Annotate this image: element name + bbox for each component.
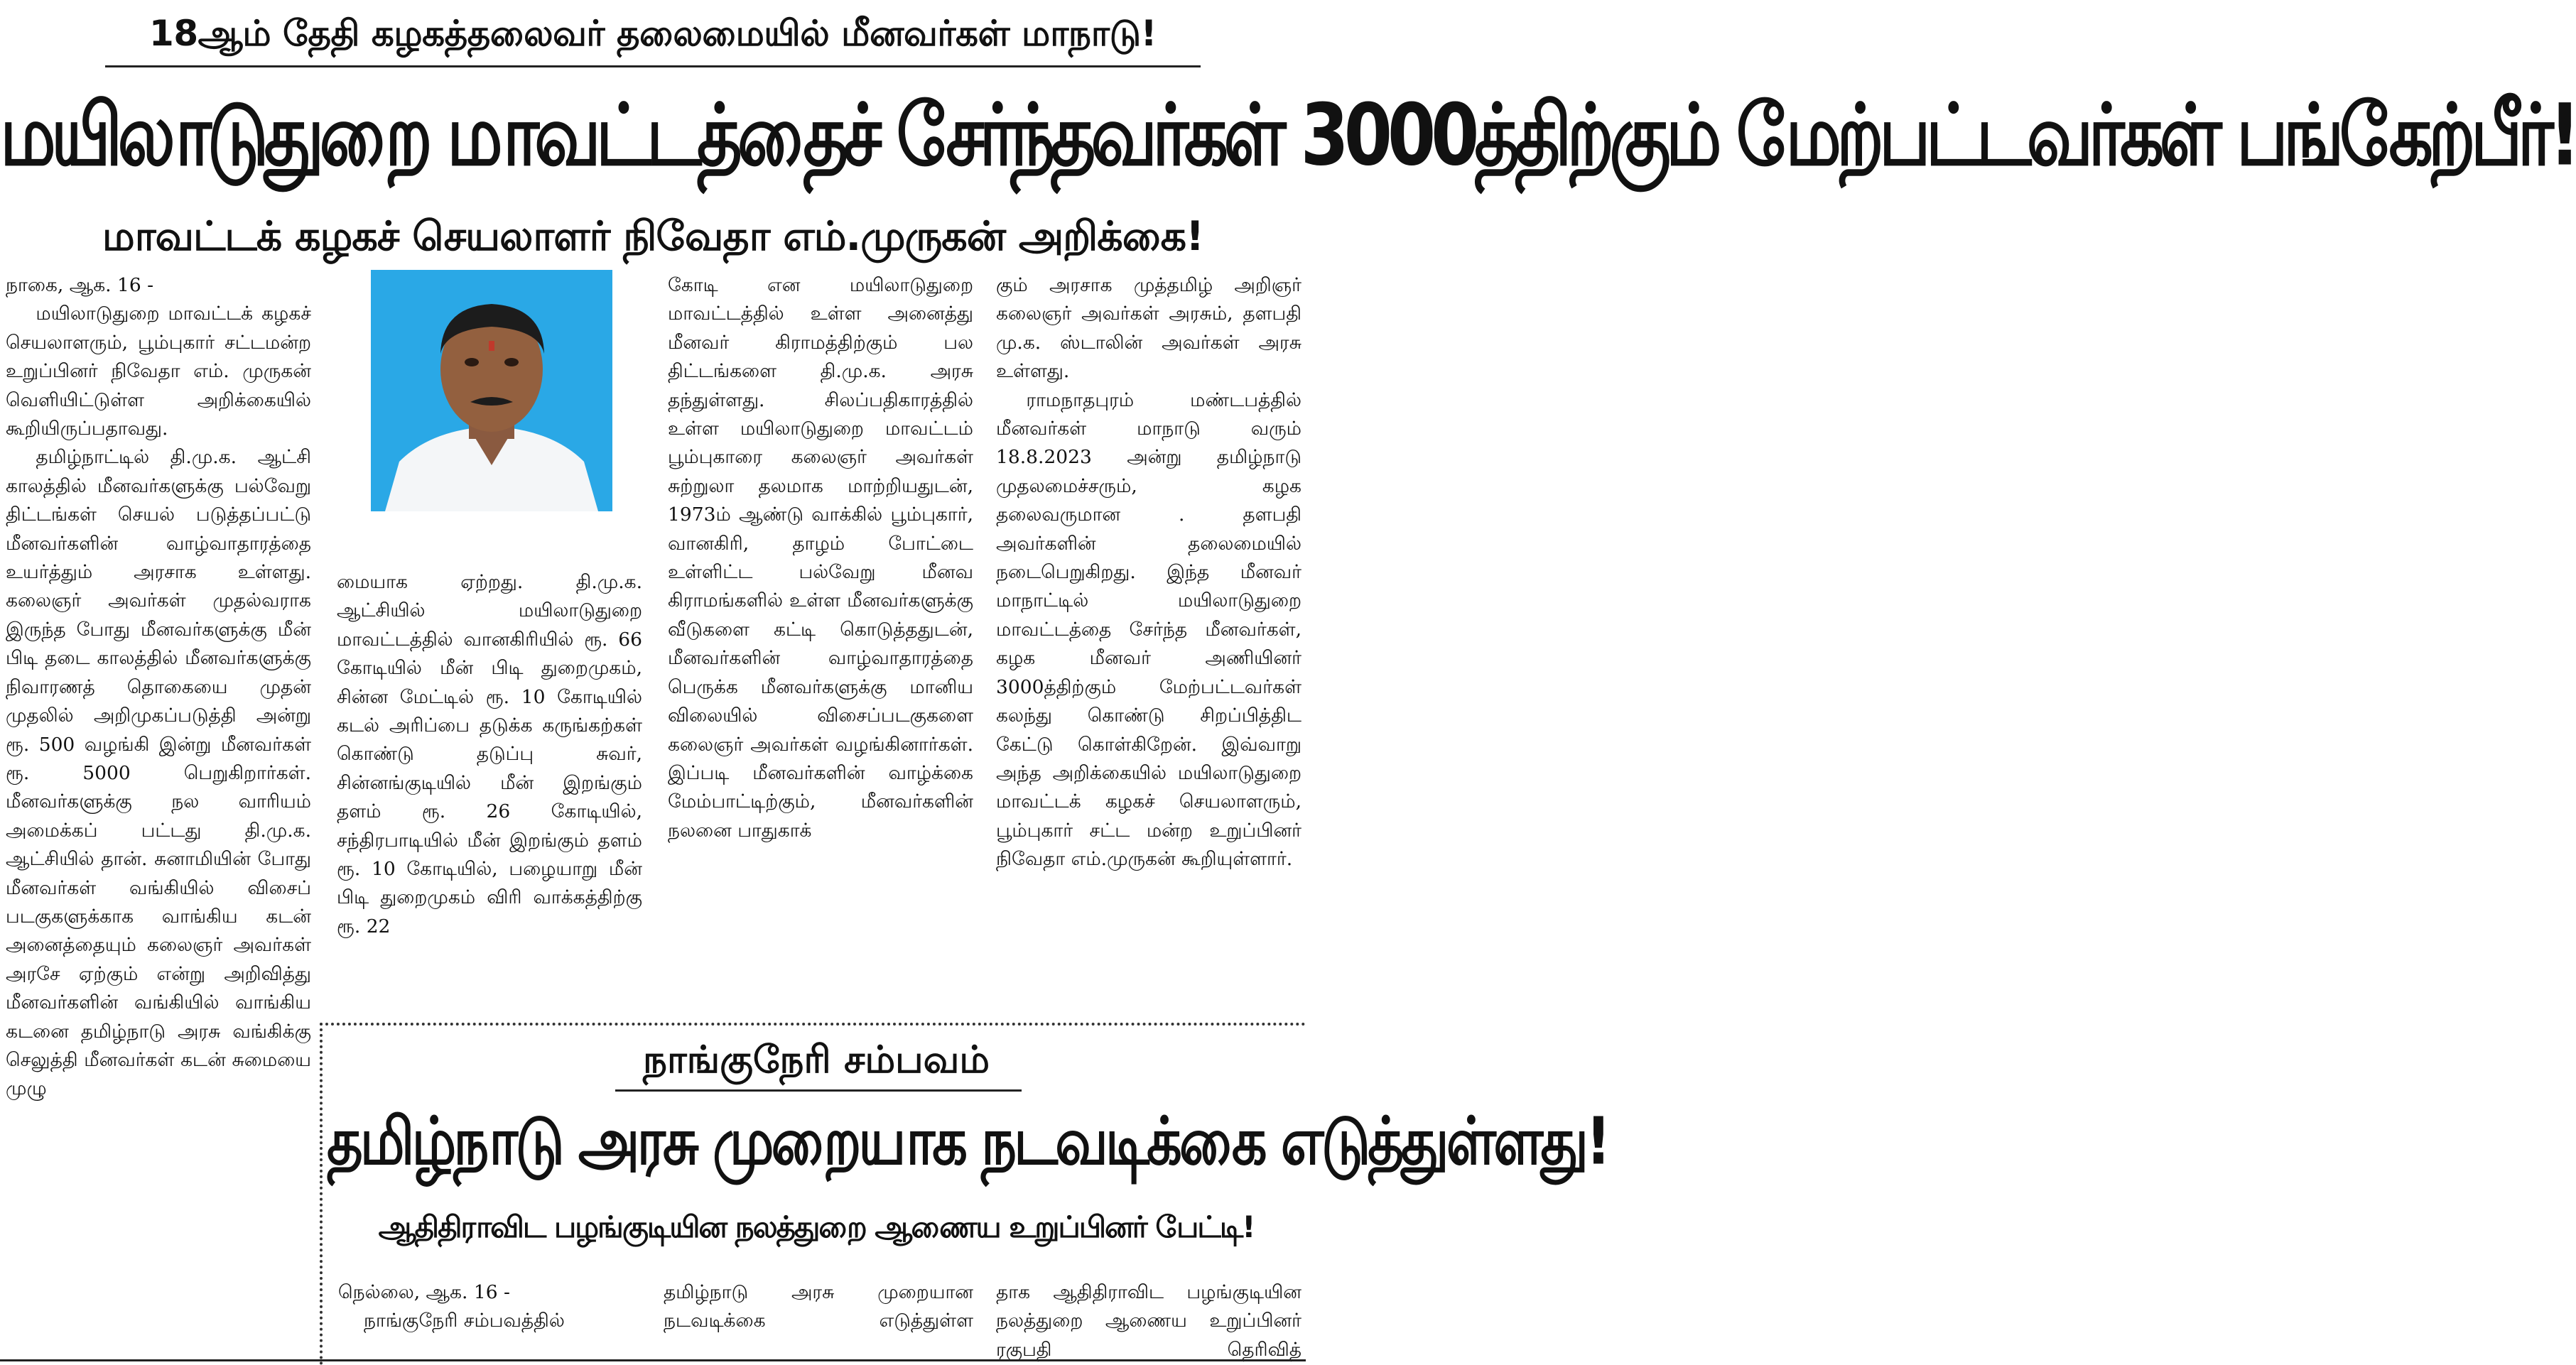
article1-dateline: நாகை, ஆக. 16 -: [6, 274, 154, 296]
article2-border-left: [320, 1023, 323, 1365]
article1-column-4-paragraph-1: கும் அரசாக முத்தமிழ் அறிஞர் கலைஞர் அவர்கள் அரசும், தளபதி மு.க. ஸ்டாலின் அவர்கள் அரசு உள்ளது.: [996, 274, 1301, 383]
article2-border-top: [320, 1023, 1306, 1026]
article2-headline: தமிழ்நாடு அரசு முறையாக நடவடிக்கை எடுத்துள்ளது!: [327, 1104, 1608, 1180]
article1-column-4-paragraph-2: ராமநாதபுரம் மண்டபத்தில் மீனவர்கள் மாநாடு வரும் 18.8.2023 அன்று தமிழ்நாடு முதலமைச்சரும், கழக தலைவருமான . தளபதி அவர்களின் தலைமையில் நடைபெறுகிறது. இந்த மீனவர் மாநாட்டில் மயிலாடுதுறை மாவட்டத்தை சேர்ந்த மீனவர்கள், கழக மீனவர் அணியினர் 3000த்திற்கும் மேற்பட்டவர்கள் கலந்து கொண்டு சிறப்பித்திட கேட்டு கொள்கிறேன். இவ்வாறு அந்த அறிக்கையில் மயிலாடுதுறை மாவட்டக் கழகச் செயலாளரும், பூம்புகார் சட்ட மன்ற உறுப்பினர் நிவேதா எம்.முருகன் கூறியுள்ளார்.: [996, 388, 1301, 871]
portrait-illustration: [371, 270, 612, 511]
article2-dateline: நெல்லை, ஆக. 16 -: [338, 1281, 510, 1303]
main-subheadline: மாவட்டக் கழகச் செயலாளர் நிவேதா எம்.முருகன் அறிக்கை!: [102, 213, 1204, 260]
bottom-rule: [0, 1359, 1306, 1361]
article2-column-2-text: தமிழ்நாடு அரசு முறையான நடவடிக்கை எடுத்துள்ள: [664, 1281, 973, 1332]
portrait-photo: [371, 270, 612, 511]
article2-column-1-text: நாங்குநேரி சம்பவத்தில்: [364, 1310, 565, 1332]
main-headline: மயிலாடுதுறை மாவட்டத்தைச் சேர்ந்தவர்கள் 3000த்திற்கும் மேற்பட்டவர்கள் பங்கேற்பீர்!: [0, 86, 2576, 185]
article1-paragraph-2: தமிழ்நாட்டில் தி.மு.க. ஆட்சி காலத்தில் மீனவர்களுக்கு பல்வேறு திட்டங்கள் செயல் படுத்தப்பட்டு மீனவர்களின் வாழ்வாதாரத்தை உயர்த்தும் அரசாக உள்ளது. கலைஞர் அவர்கள் முதல்வராக இருந்த போது மீனவர்களுக்கு மீன் பிடி தடை காலத்தில் மீனவர்களுக்கு நிவாரணத் தொகையை முதன் முதலில் அறிமுகப்படுத்தி அன்று ரூ. 500 வழங்கி இன்று மீனவர்கள் ரூ. 5000 பெறுகிறார்கள். மீனவர்களுக்கு நல வாரியம் அமைக்கப் பட்டது தி.மு.க. ஆட்சியில் தான். சுனாமியின் போது மீனவர்கள் வங்கியில் விசைப் படகுகளுக்காக வாங்கிய கடன் அனைத்தையும் கலைஞர் அவர்கள் அரசே ஏற்கும் என்று அறிவித்து மீனவர்களின் வங்கியில் வாங்கிய கடனை தமிழ்நாடு அரசு வங்கிக்கு செலுத்தி மீனவர்கள் கடன் சுமையை முழு: [6, 446, 311, 1100]
article2-column-3-text: தாக ஆதிதிராவிட பழங்குடியின நலத்துறை ஆணைய உறுப்பினர் ரகுபதி தெரிவித்: [996, 1281, 1301, 1361]
article1-column-4: [996, 271, 1301, 874]
article1-paragraph-1: மயிலாடுதுறை மாவட்டக் கழகச் செயலாளரும், பூம்புகார் சட்டமன்ற உறுப்பினர் நிவேதா எம். முருகன் வெளியிட்டுள்ள அறிக்கையில் கூறியிருப்பதாவது.: [6, 303, 311, 440]
article2-column-3: [996, 1278, 1301, 1365]
article2-kicker: நாங்குநேரி சம்பவம்: [643, 1038, 990, 1082]
article1-column-1: [6, 271, 311, 1104]
article1-column-3: [668, 271, 973, 845]
article2-subheadline: ஆதிதிராவிட பழங்குடியின நலத்துறை ஆணைய உறுப்பினர் பேட்டி!: [378, 1209, 1255, 1244]
article1-column-3-text: கோடி என மயிலாடுதுறை மாவட்டத்தில் உள்ள அனைத்து மீனவர் கிராமத்திற்கும் பல திட்டங்களை தி.மு.க. அரசு தந்துள்ளது. சிலப்பதிகாரத்தில் உள்ள மயிலாடுதுறை மாவட்டம் பூம்புகாரை கலைஞர் அவர்கள் சுற்றுலா தலமாக மாற்றியதுடன், 1973ம் ஆண்டு வாக்கில் பூம்புகார், வானகிரி, தாழம் போட்டை உள்ளிட்ட பல்வேறு மீனவ கிராமங்களில் உள்ள மீனவர்களுக்கு வீடுகளை கட்டி கொடுத்ததுடன், மீனவர்களின் வாழ்வாதாரத்தை பெருக்க மீனவர்களுக்கு மானிய விலையில் விசைப்படகுகளை கலைஞர் அவர்கள் வழங்கினார்கள். இப்படி மீனவர்களின் வாழ்க்கை மேம்பாட்டிற்கும், மீனவர்களின் நலனை பாதுகாக்: [668, 274, 973, 842]
article1-column-2-text: மையாக ஏற்றது. தி.மு.க. ஆட்சியில் மயிலாடுதுறை மாவட்டத்தில் வானகிரியில் ரூ. 66 கோடியில் மீன் பிடி துறைமுகம், சின்ன மேட்டில் ரூ. 10 கோடியில் கடல் அரிப்பை தடுக்க கருங்கற்கள் கொண்டு தடுப்பு சுவர், சின்னங்குடியில் மீன் இறங்கும் தளம் ரூ. 26 கோடியில், சந்திரபாடியில் மீன் இறங்கும் தளம் ரூ. 10 கோடியில், பழையாறு மீன் பிடி துறைமுகம் விரி வாக்கத்திற்கு ரூ. 22: [337, 571, 642, 937]
article2-column-2: [664, 1278, 973, 1336]
article2-column-1: [338, 1278, 644, 1336]
top-kicker: 18ஆம் தேதி கழகத்தலைவர் தலைமையில் மீனவர்கள் மாநாடு!: [149, 13, 1157, 54]
article1-column-2: [337, 568, 642, 941]
